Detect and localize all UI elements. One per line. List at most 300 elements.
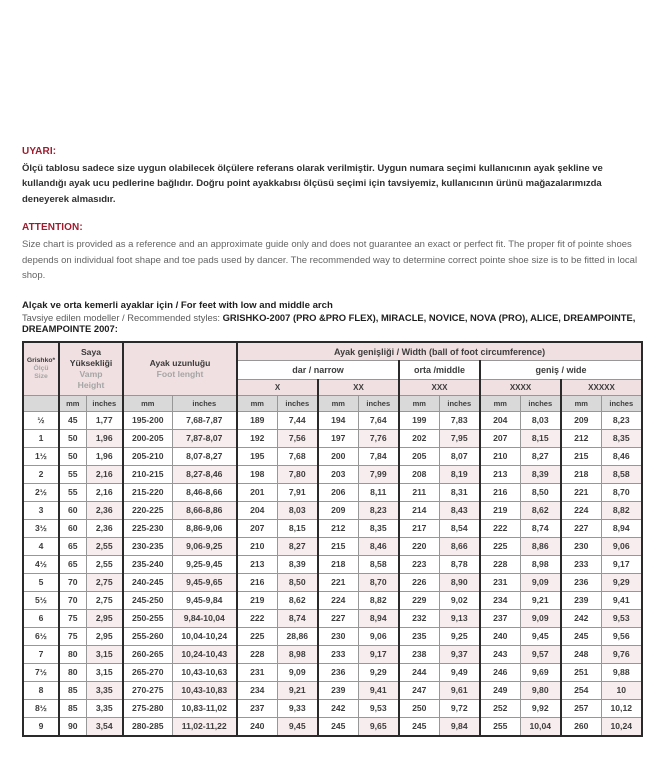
value-cell: 80 [59,664,86,682]
recommended-styles-line [22,312,642,334]
value-cell: 232 [399,610,439,628]
value-cell: 210 [237,538,277,556]
value-cell: 8,27 [520,448,561,466]
value-cell: 250 [399,700,439,718]
value-cell: 10,12 [601,700,642,718]
value-cell: 9,61 [439,682,480,700]
value-cell: 8,54 [439,520,480,538]
size-cell: 3½ [23,520,59,538]
value-cell: 195 [237,448,277,466]
value-cell: 2,36 [86,520,123,538]
value-cell: 249 [480,682,520,700]
value-cell: 75 [59,628,86,646]
value-cell: 210-215 [123,466,172,484]
size-cell: 4 [23,538,59,556]
value-cell: 9,45 [277,718,318,737]
value-cell: 8,90 [439,574,480,592]
value-cell: 3,35 [86,682,123,700]
value-cell: 9,09 [277,664,318,682]
value-cell: 9,33 [277,700,318,718]
value-cell: 238 [399,646,439,664]
value-cell: 221 [561,484,601,502]
header-grishko-size: Grishko* Ölçü Size [23,342,59,396]
value-cell: 8,03 [520,412,561,430]
value-cell: 9,45-9,84 [172,592,237,610]
value-cell: 65 [59,538,86,556]
value-cell: 8,66-8,86 [172,502,237,520]
size-cell: 8½ [23,700,59,718]
value-cell: 50 [59,430,86,448]
table-row [23,574,642,592]
header-width-grade: XX [318,380,399,396]
value-cell: 280-285 [123,718,172,737]
table-row [23,448,642,466]
table-row [23,520,642,538]
unit-mm-label: mm [237,396,277,412]
value-cell: 2,55 [86,538,123,556]
value-cell: 8,46 [601,448,642,466]
value-cell: 8,82 [601,502,642,520]
value-cell: 9,17 [358,646,399,664]
value-cell: 2,75 [86,592,123,610]
value-cell: 10,24 [601,718,642,737]
recommended-styles-list: GRISHKO-2007 (PRO &PRO FLEX), MIRACLE, NOVICE, NOVA (PRO), ALICE, DREAMPOINTE, DREAMPOINTE 2007: [22,312,636,335]
value-cell: 9,57 [520,646,561,664]
value-cell: 212 [561,430,601,448]
value-cell: 234 [480,592,520,610]
value-cell: 223 [399,556,439,574]
value-cell: 227 [318,610,358,628]
size-cell: 3 [23,502,59,520]
header-width-group: geniş / wide [480,361,642,380]
value-cell: 8,07-8,27 [172,448,237,466]
value-cell: 60 [59,520,86,538]
value-cell: 227 [561,520,601,538]
value-cell: 222 [237,610,277,628]
value-cell: 9,92 [520,700,561,718]
value-cell: 240 [237,718,277,737]
size-cell: 2 [23,466,59,484]
value-cell: 70 [59,574,86,592]
value-cell: 70 [59,592,86,610]
value-cell: 3,35 [86,700,123,718]
value-cell: 3,15 [86,646,123,664]
value-cell: 8,31 [439,484,480,502]
header-width-group: orta /middle [399,361,480,380]
table-row [23,412,642,430]
value-cell: 10,43-10,63 [172,664,237,682]
value-cell: 7,83 [439,412,480,430]
value-cell: 215 [318,538,358,556]
value-cell: 9,80 [520,682,561,700]
value-cell: 8,58 [358,556,399,574]
warning-en-heading: ATTENTION: [22,222,83,234]
value-cell: 9,29 [358,664,399,682]
value-cell: 213 [237,556,277,574]
value-cell: 252 [480,700,520,718]
value-cell: 217 [399,520,439,538]
value-cell: 60 [59,502,86,520]
value-cell: 207 [480,430,520,448]
value-cell: 189 [237,412,277,430]
value-cell: 8,86-9,06 [172,520,237,538]
value-cell: 200-205 [123,430,172,448]
value-cell: 222 [480,520,520,538]
unit-inches-label: inches [520,396,561,412]
units-spacer-cell [23,396,59,412]
value-cell: 239 [318,682,358,700]
value-cell: 233 [561,556,601,574]
value-cell: 199 [399,412,439,430]
header-width-grade: X [237,380,318,396]
value-cell: 207 [237,520,277,538]
value-cell: 218 [561,466,601,484]
value-cell: 8,70 [358,574,399,592]
table-row [23,484,642,502]
value-cell: 8,94 [601,520,642,538]
value-cell: 246 [480,664,520,682]
value-cell: 195-200 [123,412,172,430]
value-cell: 260 [561,718,601,737]
value-cell: 90 [59,718,86,737]
value-cell: 210 [480,448,520,466]
value-cell: 236 [318,664,358,682]
unit-mm-label: mm [480,396,520,412]
value-cell: 9,76 [601,646,642,664]
size-cell: ½ [23,412,59,430]
value-cell: 8,46 [358,538,399,556]
value-cell: 192 [237,430,277,448]
value-cell: 8,86 [520,538,561,556]
value-cell: 9,84 [439,718,480,737]
value-cell: 248 [561,646,601,664]
value-cell: 10 [601,682,642,700]
value-cell: 235-240 [123,556,172,574]
value-cell: 7,44 [277,412,318,430]
value-cell: 213 [480,466,520,484]
value-cell: 55 [59,466,86,484]
value-cell: 85 [59,682,86,700]
value-cell: 254 [561,682,601,700]
value-cell: 2,95 [86,628,123,646]
value-cell: 9,45 [520,628,561,646]
value-cell: 194 [318,412,358,430]
unit-inches-label: inches [86,396,123,412]
value-cell: 8,03 [277,502,318,520]
size-cell: 4½ [23,556,59,574]
value-cell: 8,43 [439,502,480,520]
unit-inches-label: inches [358,396,399,412]
value-cell: 197 [318,430,358,448]
value-cell: 214 [399,502,439,520]
value-cell: 10,24-10,43 [172,646,237,664]
value-cell: 239 [561,592,601,610]
value-cell: 226 [399,574,439,592]
value-cell: 218 [318,556,358,574]
value-cell: 209 [318,502,358,520]
value-cell: 2,75 [86,574,123,592]
value-cell: 230 [318,628,358,646]
value-cell: 275-280 [123,700,172,718]
value-cell: 9,53 [358,700,399,718]
value-cell: 234 [237,682,277,700]
value-cell: 231 [237,664,277,682]
unit-mm-label: mm [399,396,439,412]
value-cell: 8,15 [277,520,318,538]
page-content [22,146,642,737]
value-cell: 198 [237,466,277,484]
value-cell: 10,04 [520,718,561,737]
value-cell: 50 [59,448,86,466]
table-row [23,502,642,520]
value-cell: 8,35 [601,430,642,448]
value-cell: 229 [399,592,439,610]
value-cell: 225 [237,628,277,646]
size-cell: 7½ [23,664,59,682]
value-cell: 8,58 [601,466,642,484]
unit-inches-label: inches [277,396,318,412]
value-cell: 9,88 [601,664,642,682]
table-row [23,610,642,628]
value-cell: 7,91 [277,484,318,502]
value-cell: 9,06-9,25 [172,538,237,556]
value-cell: 8,62 [277,592,318,610]
value-cell: 206 [318,484,358,502]
value-cell: 215 [561,448,601,466]
value-cell: 250-255 [123,610,172,628]
value-cell: 203 [318,466,358,484]
value-cell: 10,04-10,24 [172,628,237,646]
value-cell: 9,29 [601,574,642,592]
value-cell: 7,99 [358,466,399,484]
warning-en-body: Size chart is provided as a reference and an approximate guide only and does not guarantee an exact or perfect fit. The proper fit of pointe shoes depends on individual foot shape and toe pads used by dancer. The recommended way to determine correct pointe shoe size is to be fitted in local shop. [22,239,638,281]
value-cell: 225-230 [123,520,172,538]
value-cell: 257 [561,700,601,718]
value-cell: 270-275 [123,682,172,700]
value-cell: 2,16 [86,466,123,484]
value-cell: 240-245 [123,574,172,592]
value-cell: 9,13 [439,610,480,628]
value-cell: 204 [480,412,520,430]
value-cell: 9,72 [439,700,480,718]
value-cell: 220-225 [123,502,172,520]
recommended-styles-prefix: Tavsiye edilen modeller / Recommended styles: [22,312,223,324]
value-cell: 10,43-10,83 [172,682,237,700]
value-cell: 215-220 [123,484,172,502]
value-cell: 9,25 [439,628,480,646]
value-cell: 228 [237,646,277,664]
header-width-grade: XXXXX [561,380,642,396]
header-foot-length: Ayak uzunluğu Foot lenght [123,342,237,396]
value-cell: 205-210 [123,448,172,466]
value-cell: 205 [399,448,439,466]
header-width-grade: XXXX [480,380,561,396]
size-cell: 5 [23,574,59,592]
value-cell: 7,84 [358,448,399,466]
value-cell: 9,25-9,45 [172,556,237,574]
value-cell: 265-270 [123,664,172,682]
value-cell: 230 [561,538,601,556]
value-cell: 28,86 [277,628,318,646]
value-cell: 1,96 [86,448,123,466]
value-cell: 260-265 [123,646,172,664]
value-cell: 8,70 [601,484,642,502]
unit-mm-label: mm [318,396,358,412]
warning-tr-heading: UYARI: [22,146,57,157]
value-cell: 9,06 [358,628,399,646]
table-row [23,664,642,682]
value-cell: 240 [480,628,520,646]
value-cell: 233 [318,646,358,664]
value-cell: 10,83-11,02 [172,700,237,718]
table-row [23,718,642,737]
value-cell: 9,56 [601,628,642,646]
warning-tr-body: Ölçü tablosu sadece size uygun olabilecek ölçülere referans olarak verilmiştir. Uygun numara seçimi kullanıcının ayak şekline ve kullandığı ayak ucu pedlerine bağlıdır. Doğru point ayakkabısı ölçüsü seçimi için tavsiyemiz, kullanıcının ürünü mağazalarımızda deneyerek almasıdır. [22,163,603,205]
unit-inches-label: inches [439,396,480,412]
size-cell: 6 [23,610,59,628]
value-cell: 255 [480,718,520,737]
size-cell: 2½ [23,484,59,502]
value-cell: 242 [561,610,601,628]
value-cell: 242 [318,700,358,718]
value-cell: 202 [399,430,439,448]
value-cell: 7,68 [277,448,318,466]
value-cell: 3,54 [86,718,123,737]
value-cell: 3,15 [86,664,123,682]
value-cell: 7,56 [277,430,318,448]
value-cell: 9,41 [358,682,399,700]
value-cell: 8,50 [277,574,318,592]
value-cell: 9,69 [520,664,561,682]
value-cell: 9,09 [520,610,561,628]
value-cell: 8,74 [520,520,561,538]
value-cell: 7,95 [439,430,480,448]
table-row [23,592,642,610]
size-cell: 1 [23,430,59,448]
value-cell: 251 [561,664,601,682]
table-row [23,646,642,664]
unit-inches-label: inches [172,396,237,412]
size-chart-table [22,341,643,737]
table-row [23,700,642,718]
value-cell: 11,02-11,22 [172,718,237,737]
value-cell: 8,19 [439,466,480,484]
value-cell: 7,68-7,87 [172,412,237,430]
value-cell: 9,06 [601,538,642,556]
value-cell: 216 [237,574,277,592]
value-cell: 80 [59,646,86,664]
value-cell: 2,36 [86,502,123,520]
size-cell: 1½ [23,448,59,466]
unit-inches-label: inches [601,396,642,412]
value-cell: 204 [237,502,277,520]
value-cell: 228 [480,556,520,574]
header-foot-width: Ayak genişliği / Width (ball of foot circumference) [237,342,642,361]
value-cell: 237 [480,610,520,628]
value-cell: 245 [561,628,601,646]
table-row [23,682,642,700]
value-cell: 7,87-8,07 [172,430,237,448]
header-width-group: dar / narrow [237,361,399,380]
value-cell: 9,49 [439,664,480,682]
value-cell: 9,41 [601,592,642,610]
value-cell: 209 [561,412,601,430]
value-cell: 8,23 [601,412,642,430]
value-cell: 8,46-8,66 [172,484,237,502]
value-cell: 8,66 [439,538,480,556]
value-cell: 8,23 [358,502,399,520]
value-cell: 9,65 [358,718,399,737]
arch-type-heading: Alçak ve orta kemerli ayaklar için / For feet with low and middle arch [22,300,333,312]
value-cell: 8,35 [358,520,399,538]
value-cell: 1,96 [86,430,123,448]
value-cell: 236 [561,574,601,592]
value-cell: 230-235 [123,538,172,556]
value-cell: 8,78 [439,556,480,574]
value-cell: 8,74 [277,610,318,628]
value-cell: 55 [59,484,86,502]
value-cell: 224 [561,502,601,520]
value-cell: 245-250 [123,592,172,610]
unit-mm-label: mm [59,396,86,412]
value-cell: 243 [480,646,520,664]
value-cell: 245 [318,718,358,737]
value-cell: 216 [480,484,520,502]
value-cell: 8,39 [520,466,561,484]
value-cell: 237 [237,700,277,718]
value-cell: 9,37 [439,646,480,664]
value-cell: 200 [318,448,358,466]
value-cell: 9,09 [520,574,561,592]
value-cell: 9,45-9,65 [172,574,237,592]
value-cell: 1,77 [86,412,123,430]
value-cell: 221 [318,574,358,592]
value-cell: 8,07 [439,448,480,466]
value-cell: 9,21 [277,682,318,700]
size-cell: 9 [23,718,59,737]
value-cell: 85 [59,700,86,718]
value-cell: 219 [480,502,520,520]
value-cell: 9,84-10,04 [172,610,237,628]
value-cell: 247 [399,682,439,700]
value-cell: 224 [318,592,358,610]
value-cell: 7,80 [277,466,318,484]
value-cell: 2,55 [86,556,123,574]
header-vamp-height: Saya Yüksekliği Vamp Height [59,342,123,396]
value-cell: 220 [399,538,439,556]
value-cell: 8,15 [520,430,561,448]
value-cell: 2,16 [86,484,123,502]
value-cell: 212 [318,520,358,538]
value-cell: 8,39 [277,556,318,574]
value-cell: 8,62 [520,502,561,520]
value-cell: 75 [59,610,86,628]
value-cell: 8,50 [520,484,561,502]
value-cell: 7,76 [358,430,399,448]
value-cell: 8,98 [277,646,318,664]
table-row [23,430,642,448]
size-cell: 6½ [23,628,59,646]
size-chart-table-container [22,341,642,737]
table-row [23,538,642,556]
value-cell: 211 [399,484,439,502]
value-cell: 9,53 [601,610,642,628]
value-cell: 245 [399,718,439,737]
table-row [23,628,642,646]
value-cell: 45 [59,412,86,430]
unit-mm-label: mm [561,396,601,412]
value-cell: 255-260 [123,628,172,646]
